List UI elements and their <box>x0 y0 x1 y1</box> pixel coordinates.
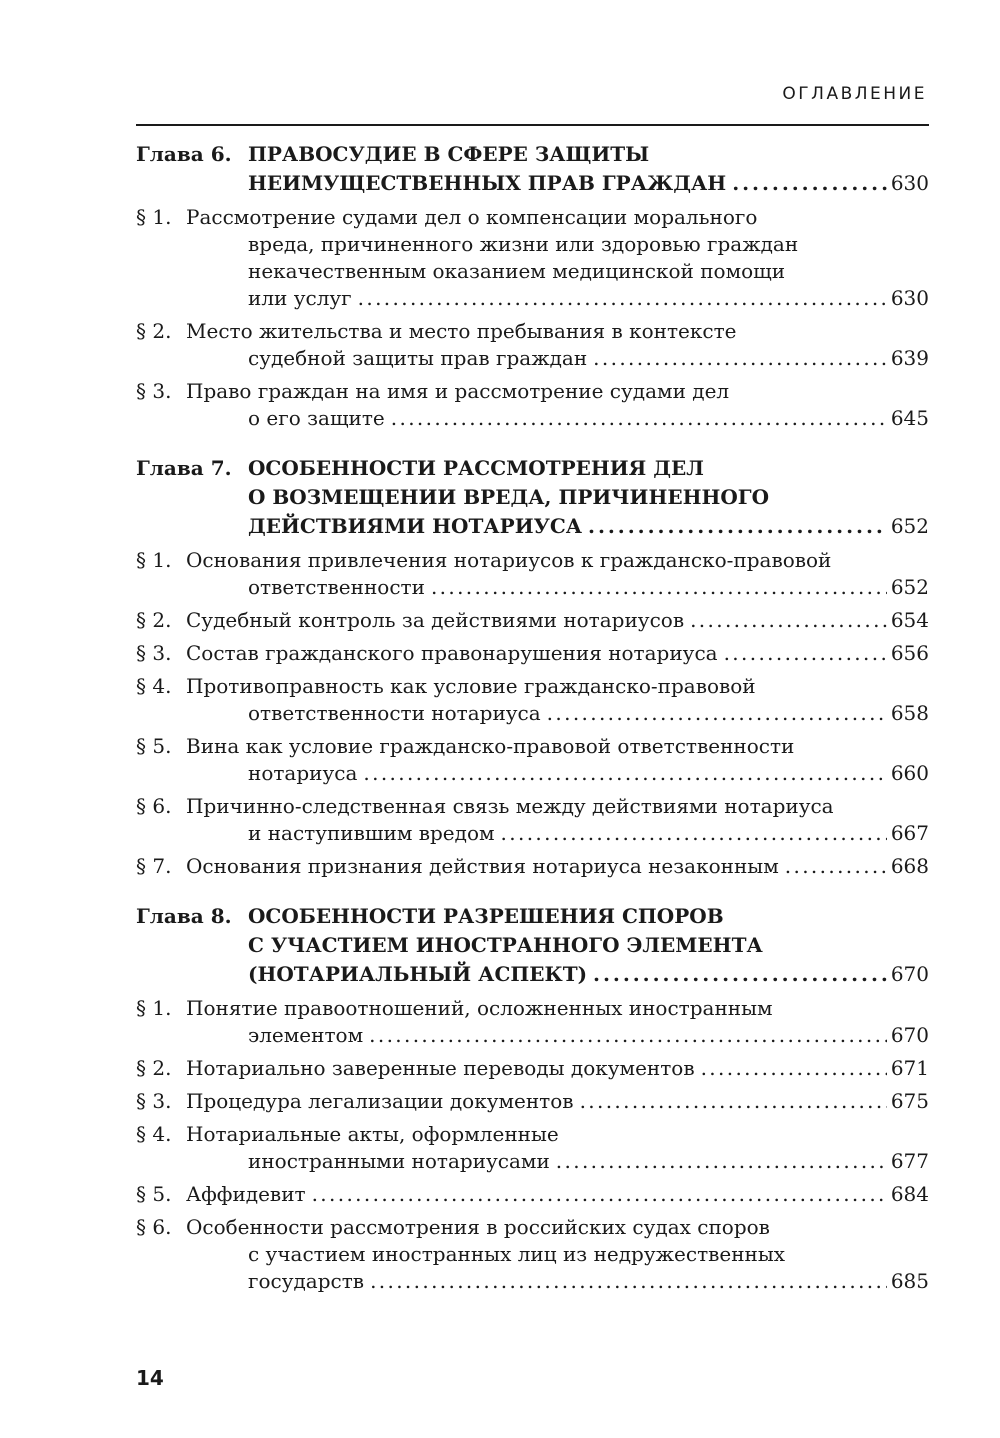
table-of-contents <box>136 140 929 1317</box>
section-title-last-line: нотариуса <box>248 761 358 785</box>
section-number: § 6. <box>136 794 172 818</box>
dot-leader <box>312 1181 887 1208</box>
dot-leader <box>580 1088 887 1115</box>
chapter-label: Глава 6. <box>136 142 232 166</box>
section-title-line: с участием иностранных лиц из недружественных <box>248 1242 786 1266</box>
chapter-title-last-line: НЕИМУЩЕСТВЕННЫХ ПРАВ ГРАЖДАН <box>248 171 727 195</box>
chapter-heading[interactable] <box>136 902 929 989</box>
section-title-last-line: иностранными нотариусами <box>248 1149 550 1173</box>
section-page-number: 668 <box>890 854 929 878</box>
toc-section-entry[interactable] <box>136 204 929 312</box>
section-page-number: 667 <box>890 821 929 845</box>
toc-section-entry[interactable] <box>136 547 929 601</box>
toc-section-entry[interactable] <box>136 995 929 1049</box>
section-title-line: Право граждан на имя и рассмотрение судами дел <box>186 379 730 403</box>
section-number: § 5. <box>136 1182 172 1206</box>
dot-leader <box>785 853 887 880</box>
section-number: § 1. <box>136 205 172 229</box>
section-number: § 2. <box>136 1056 172 1080</box>
section-title-last-line: Процедура легализации документов <box>186 1089 574 1113</box>
section-title-line: вреда, причиненного жизни или здоровью граждан <box>248 232 799 256</box>
section-page-number: 654 <box>890 608 929 632</box>
toc-section-entry[interactable] <box>136 1181 929 1208</box>
section-title-last-line: судебной защиты прав граждан <box>248 346 588 370</box>
chapter-title-line: С УЧАСТИЕМ ИНОСТРАННОГО ЭЛЕМЕНТА <box>248 933 763 957</box>
section-title-line: Основания привлечения нотариусов к гражданско-правовой <box>186 548 832 572</box>
chapter-label: Глава 7. <box>136 456 232 480</box>
header-title: ОГЛАВЛЕНИЕ <box>782 84 927 104</box>
section-page-number: 630 <box>890 286 929 310</box>
section-number: § 4. <box>136 674 172 698</box>
section-page-number: 677 <box>890 1149 929 1173</box>
section-title-last-line: о его защите <box>248 406 385 430</box>
toc-section-entry[interactable] <box>136 853 929 880</box>
dot-leader <box>370 1268 887 1295</box>
section-number: § 3. <box>136 1089 172 1113</box>
chapter-page-number: 670 <box>890 962 929 986</box>
section-number: § 4. <box>136 1122 172 1146</box>
toc-section-entry[interactable] <box>136 733 929 787</box>
section-title-last-line: ответственности нотариуса <box>248 701 541 725</box>
chapter-title-line: ОСОБЕННОСТИ РАЗРЕШЕНИЯ СПОРОВ <box>248 904 724 928</box>
section-title-line: Рассмотрение судами дел о компенсации морального <box>186 205 758 229</box>
toc-section-entry[interactable] <box>136 1214 929 1295</box>
dot-leader <box>363 760 886 787</box>
section-page-number: 652 <box>890 575 929 599</box>
section-title-last-line: Основания признания действия нотариуса незаконным <box>186 854 779 878</box>
section-title-last-line: элементом <box>248 1023 364 1047</box>
section-page-number: 660 <box>890 761 929 785</box>
chapter-heading[interactable] <box>136 454 929 541</box>
toc-section-entry[interactable] <box>136 640 929 667</box>
section-title-line: Понятие правоотношений, осложненных иностранным <box>186 996 773 1020</box>
section-number: § 2. <box>136 319 172 343</box>
page-number: 14 <box>136 1366 164 1390</box>
section-title-last-line: Аффидевит <box>186 1182 306 1206</box>
dot-leader <box>690 607 887 634</box>
section-title-last-line: государств <box>248 1269 365 1293</box>
section-page-number: 645 <box>890 406 929 430</box>
section-title-line: Причинно-следственная связь между действиями нотариуса <box>186 794 834 818</box>
chapter-block <box>136 454 929 880</box>
section-title-line: Место жительства и место пребывания в контексте <box>186 319 737 343</box>
dot-leader <box>501 820 887 847</box>
section-page-number: 658 <box>890 701 929 725</box>
section-title-last-line: ответственности <box>248 575 425 599</box>
section-title-last-line: Нотариально заверенные переводы документов <box>186 1056 695 1080</box>
chapter-title-line: О ВОЗМЕЩЕНИИ ВРЕДА, ПРИЧИНЕННОГО <box>248 485 770 509</box>
toc-section-entry[interactable] <box>136 1121 929 1175</box>
section-title-line: Противоправность как условие гражданско-правовой <box>186 674 756 698</box>
chapter-title-line: ОСОБЕННОСТИ РАССМОТРЕНИЯ ДЕЛ <box>248 456 704 480</box>
section-title-last-line: Состав гражданского правонарушения нотариуса <box>186 641 718 665</box>
section-title-line: Вина как условие гражданско-правовой ответственности <box>186 734 795 758</box>
chapter-title-last-line: ДЕЙСТВИЯМИ НОТАРИУСА <box>248 514 583 538</box>
section-page-number: 656 <box>890 641 929 665</box>
section-number: § 1. <box>136 548 172 572</box>
section-title-line: Особенности рассмотрения в российских судах споров <box>186 1215 770 1239</box>
running-header <box>136 84 929 126</box>
toc-section-entry[interactable] <box>136 1055 929 1082</box>
dot-leader <box>701 1055 887 1082</box>
dot-leader <box>588 512 887 541</box>
section-number: § 5. <box>136 734 172 758</box>
chapter-heading[interactable] <box>136 140 929 198</box>
section-page-number: 670 <box>890 1023 929 1047</box>
dot-leader <box>391 405 887 432</box>
section-number: § 6. <box>136 1215 172 1239</box>
section-title-last-line: или услуг <box>248 286 352 310</box>
section-page-number: 675 <box>890 1089 929 1113</box>
section-title-last-line: и наступившим вредом <box>248 821 495 845</box>
section-number: § 3. <box>136 379 172 403</box>
dot-leader <box>358 285 887 312</box>
section-page-number: 639 <box>890 346 929 370</box>
dot-leader <box>593 345 887 372</box>
toc-section-entry[interactable] <box>136 1088 929 1115</box>
chapter-block <box>136 902 929 1295</box>
dot-leader <box>431 574 887 601</box>
toc-section-entry[interactable] <box>136 378 929 432</box>
chapter-title-last-line: (НОТАРИАЛЬНЫЙ АСПЕКТ) <box>248 962 588 986</box>
section-page-number: 671 <box>890 1056 929 1080</box>
chapter-page-number: 652 <box>890 514 929 538</box>
dot-leader <box>593 960 887 989</box>
chapter-page-number: 630 <box>890 171 929 195</box>
toc-section-entry[interactable] <box>136 607 929 634</box>
dot-leader <box>369 1022 887 1049</box>
section-title-line: Нотариальные акты, оформленные <box>186 1122 559 1146</box>
chapter-block <box>136 140 929 432</box>
chapter-title-line: ПРАВОСУДИЕ В СФЕРЕ ЗАЩИТЫ <box>248 142 650 166</box>
section-title-line: некачественным оказанием медицинской помощи <box>248 259 786 283</box>
section-page-number: 684 <box>890 1182 929 1206</box>
section-number: § 1. <box>136 996 172 1020</box>
chapter-label: Глава 8. <box>136 904 232 928</box>
toc-section-entry[interactable] <box>136 318 929 372</box>
dot-leader <box>732 169 887 198</box>
section-number: § 3. <box>136 641 172 665</box>
dot-leader <box>724 640 887 667</box>
toc-section-entry[interactable] <box>136 673 929 727</box>
toc-section-entry[interactable] <box>136 793 929 847</box>
dot-leader <box>547 700 887 727</box>
section-number: § 2. <box>136 608 172 632</box>
dot-leader <box>556 1148 887 1175</box>
section-page-number: 685 <box>890 1269 929 1293</box>
section-number: § 7. <box>136 854 172 878</box>
section-title-last-line: Судебный контроль за действиями нотариусов <box>186 608 685 632</box>
